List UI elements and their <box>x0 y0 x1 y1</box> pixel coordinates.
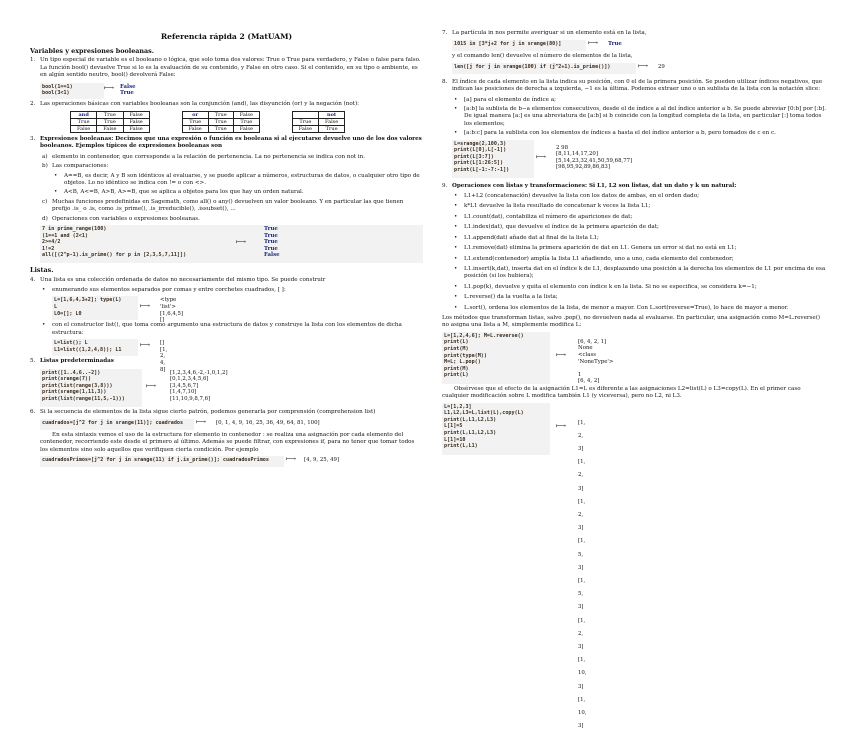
code-block-11: L=[1,2,4,6]; M=L.reverse() print(L) print(M) print(type(M)) M=L; L.pop() print(M) print(L) ⟼ [6, 4, 2, 1] None <class 'NoneType'> 1 [6, 4, 2] <box>444 332 614 385</box>
op-append: • L1.append(dat) añade dat al final de la lista L1; <box>454 234 599 241</box>
item-8a: • [a] para el elemento de índice a; <box>454 96 556 103</box>
code-block-1: bool(1==1) bool(3<1) ⟼ False True <box>40 83 104 99</box>
code-block-9: len([j for j in srange(100) if (j^2+1).is_prime()]) ⟼ 29 <box>452 63 636 74</box>
code-block-5: print([1..4,6..-2]) print(srange(7)) print(list(range(3,8))) print(srange(1,11,3)) print(list(range(11,5,-1))) ⟼ [1,2,3,4,6,-2,-1,0,1,2] [0,1,2,3,4,5,6] [3,4,5,6,7] [1,4,7,10] [11,10,9,8,7,6] <box>40 369 142 407</box>
item-9: 9. Operaciones con listas y transformaciones: Si L1, L2 son listas, dat un dato y k un natural: <box>442 182 737 189</box>
code-block-3: L=[1,6,4,3+2]; type(L) L L0=[]; L0 ⟼ <type 'list'> [1,6,4,5] [] <box>54 297 184 324</box>
code-block-4: L=list(); L L1=list((1,2,4,8)); L1 ⟼ [] [1, 2, 4, 8] <box>54 340 168 373</box>
page-title: Referencia rápida 2 (MatUAM) <box>160 32 293 41</box>
item-3a: a) elemento in contenedor, que corresponde a la relación de pertenencia. La no pertenencia se indica con not in. <box>42 153 366 160</box>
item-2: 2. Las operaciones básicas con variables booleanas son la conjunción (and), las disyunción (or) y la negación (not): <box>30 100 360 107</box>
item-4a: • enumerando sus elementos separados por comas y entre corchetes cuadrados, [ ]: <box>42 286 286 293</box>
code-block-6: cuadrados=[j^2 for j in srange(11)]; cuadrados ⟼ [0, 1, 4, 9, 16, 25, 36, 49, 64, 81, 100] <box>40 419 194 430</box>
code-block-7: cuadradosPrimos=[j^2 for j in srange(11) if j.is_prime()]; cuadradosPrimos ⟼ [4, 9, 25, 49] <box>40 456 284 467</box>
code-block-12: L=[1,2,3] L1,L2,L3=L,list(L),copy(L) print(L,L1,L2,L3) L[1]=5 print(L,L1,L2,L3) L[1]=10 print(L,L1) ⟼ [1, 2, 3] [1, 2, 3] [1, 2, 3] [1, 5, 3] [1, 5, 3] [1, 2, 3] [1, 10, 3] [1, 10, 3] <box>444 403 587 730</box>
item-7: 7. La partícula in nos permite averiguar si un elemento está en la lista, <box>442 30 647 36</box>
item-7b: y el comando len() devuelve el número de elementos de la lista, <box>452 53 633 60</box>
item-3b1: • A==B, es decir, A y B son idénticos al evaluarse, y se puede aplicar a números, estructuras de datos, o cualquier otro tipo de objetos. Lo no idéntico se indica con != o con <>. <box>54 172 420 187</box>
methods-note: Los métodos que transforman listas, salvo .pop(), no devuelven nada al evaluarse. En particular, una asignación como M=L.reverse() no asigna una lista a M, simplemente modifica L: <box>442 314 821 329</box>
truth-tables <box>70 111 423 133</box>
op-extend: • L1.extend(contenedor) amplía la lista L1 añadiendo, uno a uno, cada elemento del contenedor; <box>454 255 734 262</box>
op-count: • L1.count(dat), contabiliza el número de apariciones de dat; <box>454 213 633 220</box>
op-index: • L1.index(dat), que devuelve el índice de la primera aparición de dat; <box>454 224 659 231</box>
item-3c: c) Muchas funciones predefinidas en Sagemath, como all() o any() devuelven un valor booleano. Y en particular las que tienen prefijo .is_ o .is, como .is_prime(), .is_irreducible(), .issubset(), ... <box>42 198 404 213</box>
op-concat: • L1+L2 (concatenación) devuelve la lista con los datos de ambas, en el orden dado; <box>454 193 699 200</box>
code-block-8: 1015 in [3*j+2 for j in srange(80)] ⟼ True <box>452 40 586 51</box>
op-remove: • L1.remove(dat) elimina la primera aparición de dat en L1. Genera un error si dat no está en L1; <box>454 245 737 252</box>
op-reverse: • L.reverse() da la vuelta a la lista; <box>454 294 558 301</box>
op-repeat: • k*L1 devuelve la lista resultado de concatenar k veces la lista L1; <box>454 203 651 210</box>
section-title-lists: Listas. <box>30 266 54 275</box>
item-8b: • [a:b] la sublista de b−a elementos consecutivos, desde el de índice a al del índice anterior a b. Se puede abreviar [0:b] por [:b]. De igual manera [a:] es una abreviatura de [a:b] si b coincide con la longitud completa de la lista, en particular [:] toma todos los elementos; <box>454 106 827 127</box>
op-pop: • L1.pop(k), devuelve y quita el elemento con índice k en la lista. Si no se especifica, se considera k=−1; <box>454 283 757 290</box>
item-3b2: • A<B, A<=B, A>B, A>=B, que se aplica a objetos para los que hay un orden natural. <box>54 189 304 196</box>
code-block-2: 7 in prime_range(100) (1==1 and (2<1) 2>=4/2 1!=2 all([(2^p-1).is_prime() for p in [2,3,5,7,11]]) ⟼ True True True True False <box>40 225 423 263</box>
item-8: 8. El índice de cada elemento en la lista indica su posición, con 0 el de la primera posición. Se pueden utilizar índices negativos, que indican las posiciones de derecha a izquierda, −1 es la última. Podemos extraer uno o un sublista de la lista con la notación slice: <box>442 78 823 93</box>
item-4: 4. Una lista es una colección ordenada de datos no necesariamente del mismo tipo. Se puede construir <box>30 276 326 283</box>
code-block-10: L=srange(2,100,3) print(L[0],L[-1]) print(L[3:7]) print(L[1:26:5]) print(L[-1:-7:-1]) ⟼ 2 98 [8,11,14,17,20] [5,14,23,32,41,50,59,68,77] [98,95,92,89,86,83] <box>452 140 534 178</box>
item-3d: d) Operaciones con variables o expresiones booleanas. <box>42 215 200 222</box>
item-3b: b) Las comparaciones: <box>42 163 109 170</box>
item-6-explanation: En esta sintaxis vemos el uso de la estructura for elemento in contenedor : se realiza una asignación por cada elemento del contenedor, recorriendo este desde el primero al último. Además se puede filtrar, con expresiones if, para no tener que tomar todos los elementos sino solo aquellos que verifiquen cierta condición. Por ejemplo <box>40 431 415 453</box>
section-title-booleans: Variables y expresiones booleanas. <box>30 47 155 55</box>
item-6: 6. Si la secuencia de elementos de la lista sigue cierto patrón, podemos generarla por comprensión (comprehension list) <box>30 408 376 415</box>
item-8c: • [a:b:c] para la sublista con los elementos de índices a hasta el del índice anterior a b, pero tomados de c en c. <box>454 130 776 137</box>
right-column <box>442 30 827 730</box>
not-table: not True False False True <box>292 111 346 133</box>
item-3: 3. Expresiones booleanas: Decimos que una expresión o función es booleana si al ejecutarse devuelve uno de los dos valores booleanos. Ejemplos típicos de expresiones booleanas son <box>30 136 422 150</box>
assignment-note: Obsérvese que el efecto de la asignación L1=L es diferente a las asignaciones L2=list(L) o L3=copy(L). En el primer caso cualquier modificación sobre L modifica también L1 (y viceversa), pero no L2, ni L3. <box>442 385 801 400</box>
op-insert: • L1.insert(k,dat), inserta dat en el índice k de L1, desplazando una posición a la derecha los elementos de L1 por encima de esa posición (si los hubiera); <box>454 265 826 280</box>
and-table: and True False True True False False False False <box>70 111 150 133</box>
item-1: 1. Un tipo especial de variable es el booleano o lógica, que solo toma dos valores: True o True para verdadero, y False o false para falso. La función bool() devuelve True si lo es la evaluación de su contenido, y False en otro caso. Si el contenido, en su tipo o ambiente, es en algún sentido neutro, bool() devolverá False: <box>30 57 421 79</box>
item-4b: • con el constructor list(), que toma como argumento una estructura de datos y construye la lista con los elementos de dicha estructura: <box>42 322 402 336</box>
left-column <box>30 44 423 469</box>
item-5: 5. Listas predeterminadas <box>30 358 114 365</box>
op-sort: • L.sort(), ordena los elementos de la lista, de menor a mayor. Con L.sort(reverse=True), lo hace de mayor a menor. <box>454 304 789 311</box>
or-table: or True False True True True False True False <box>182 111 260 133</box>
